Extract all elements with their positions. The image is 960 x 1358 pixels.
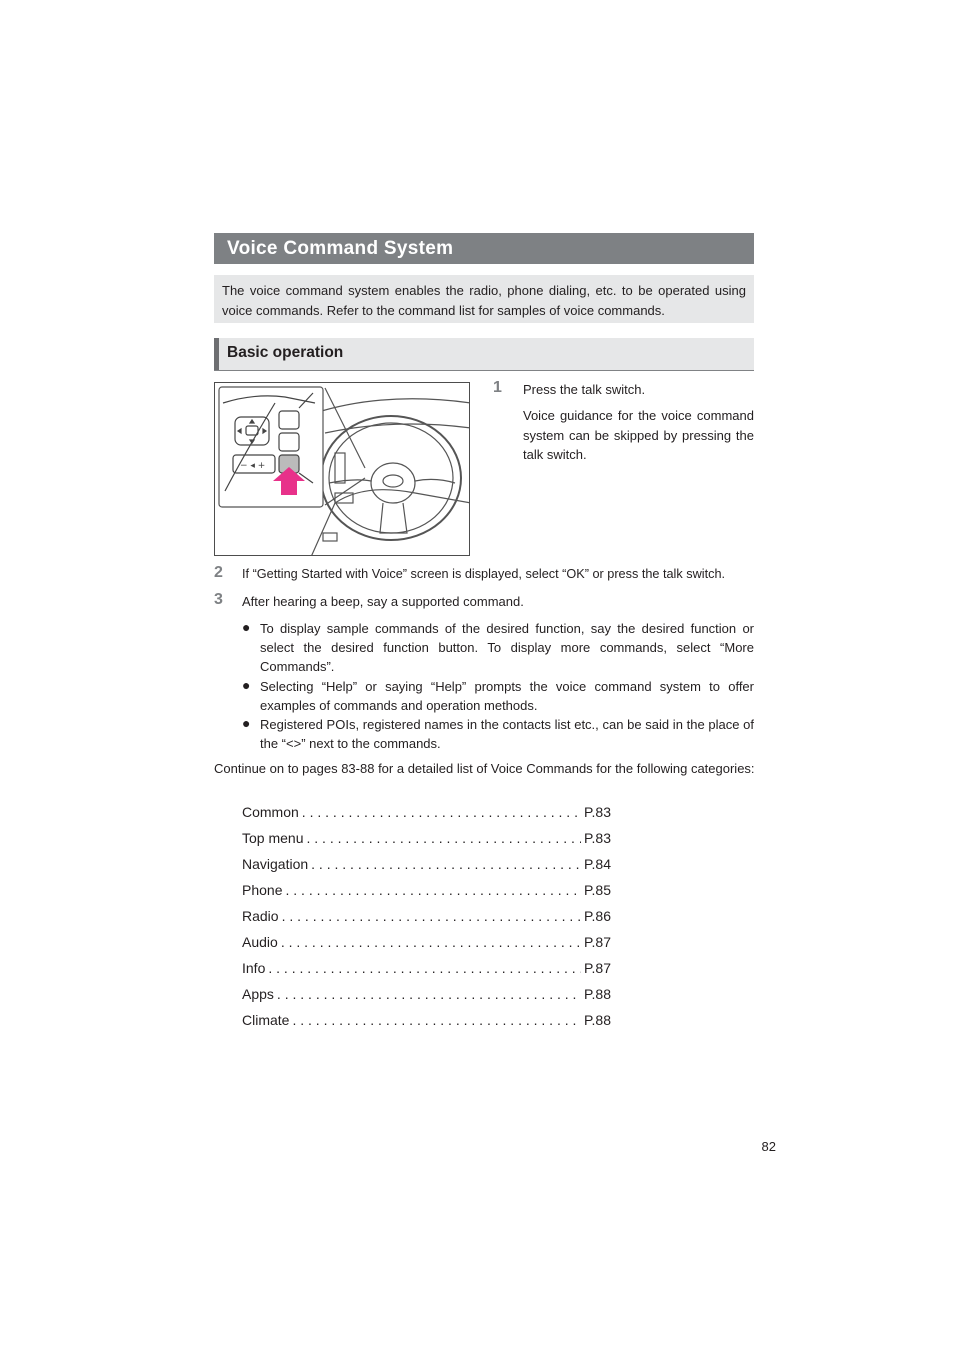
step-text: Press the talk switch. [523, 382, 646, 397]
svg-text:− ◂ +: − ◂ + [240, 461, 266, 471]
toc-leader [292, 1011, 581, 1029]
toc-label: Phone [242, 882, 283, 898]
steering-wheel-icon [215, 383, 470, 556]
toc-page: P.83 [584, 804, 611, 820]
toc-leader [268, 959, 581, 977]
toc-leader [302, 803, 581, 821]
list-item [242, 715, 754, 753]
toc-label: Audio [242, 934, 278, 950]
toc-label: Top menu [242, 830, 304, 846]
toc-leader [311, 855, 581, 873]
toc-leader [285, 881, 581, 899]
step-number: 3 [214, 591, 223, 608]
toc-label: Info [242, 960, 266, 976]
toc-label: Apps [242, 986, 274, 1002]
section-title: Voice Command System [214, 233, 754, 264]
toc-entry[interactable] [242, 907, 611, 925]
toc-entry[interactable] [242, 1011, 611, 1029]
toc-leader [281, 933, 581, 951]
bullet-icon: ● [242, 619, 251, 635]
page-number: 82 [761, 1139, 776, 1154]
list-item [242, 619, 754, 676]
toc-page: P.88 [584, 986, 611, 1002]
bullet-icon: ● [242, 677, 251, 693]
toc-page: P.87 [584, 960, 611, 976]
toc-page: P.84 [584, 856, 611, 872]
toc-entry[interactable] [242, 881, 611, 899]
step-text: If “Getting Started with Voice” screen is displayed, select “OK” or press the talk switch. [242, 567, 726, 581]
step-text: After hearing a beep, say a supported command. [242, 594, 524, 609]
toc-entry[interactable] [242, 985, 611, 1003]
bullet-text: Selecting “Help” or saying “Help” prompts the voice command system to offer examples of commands and operation methods. [260, 679, 754, 713]
subsection-title: Basic operation [214, 338, 754, 371]
toc-page: P.88 [584, 1012, 611, 1028]
toc-entry[interactable] [242, 855, 611, 873]
bullet-text: Registered POIs, registered names in the contacts list etc., can be said in the place of the “<>” next to the commands. [260, 717, 754, 751]
step-number: 2 [214, 564, 223, 581]
toc-label: Common [242, 804, 299, 820]
toc-entry[interactable] [242, 933, 611, 951]
step-note: Voice guidance for the voice command system can be skipped by pressing the talk switch. [523, 408, 754, 462]
toc-leader [306, 829, 581, 847]
toc-leader [277, 985, 581, 1003]
toc-entry[interactable] [242, 959, 611, 977]
toc-entry[interactable] [242, 803, 611, 821]
toc-label: Climate [242, 1012, 290, 1028]
toc-label: Navigation [242, 856, 309, 872]
bullet-text: To display sample commands of the desired function, say the desired function or select the desired function button. To display more commands, select “More Commands”. [260, 621, 754, 674]
toc-page: P.85 [584, 882, 611, 898]
toc-leader [282, 907, 581, 925]
toc-entry[interactable] [242, 829, 611, 847]
bullet-icon: ● [242, 715, 251, 731]
toc-page: P.87 [584, 934, 611, 950]
toc-page: P.86 [584, 908, 611, 924]
intro-text: The voice command system enables the radio, phone dialing, etc. to be operated using voice commands. Refer to the command list for samples of voice commands. [214, 275, 754, 323]
continue-text: Continue on to pages 83-88 for a detailed list of Voice Commands for the following categories: [214, 761, 755, 776]
step-number: 1 [493, 379, 502, 396]
toc-page: P.83 [584, 830, 611, 846]
list-item [242, 677, 754, 715]
toc-label: Radio [242, 908, 279, 924]
steering-wheel-illustration [214, 382, 470, 556]
